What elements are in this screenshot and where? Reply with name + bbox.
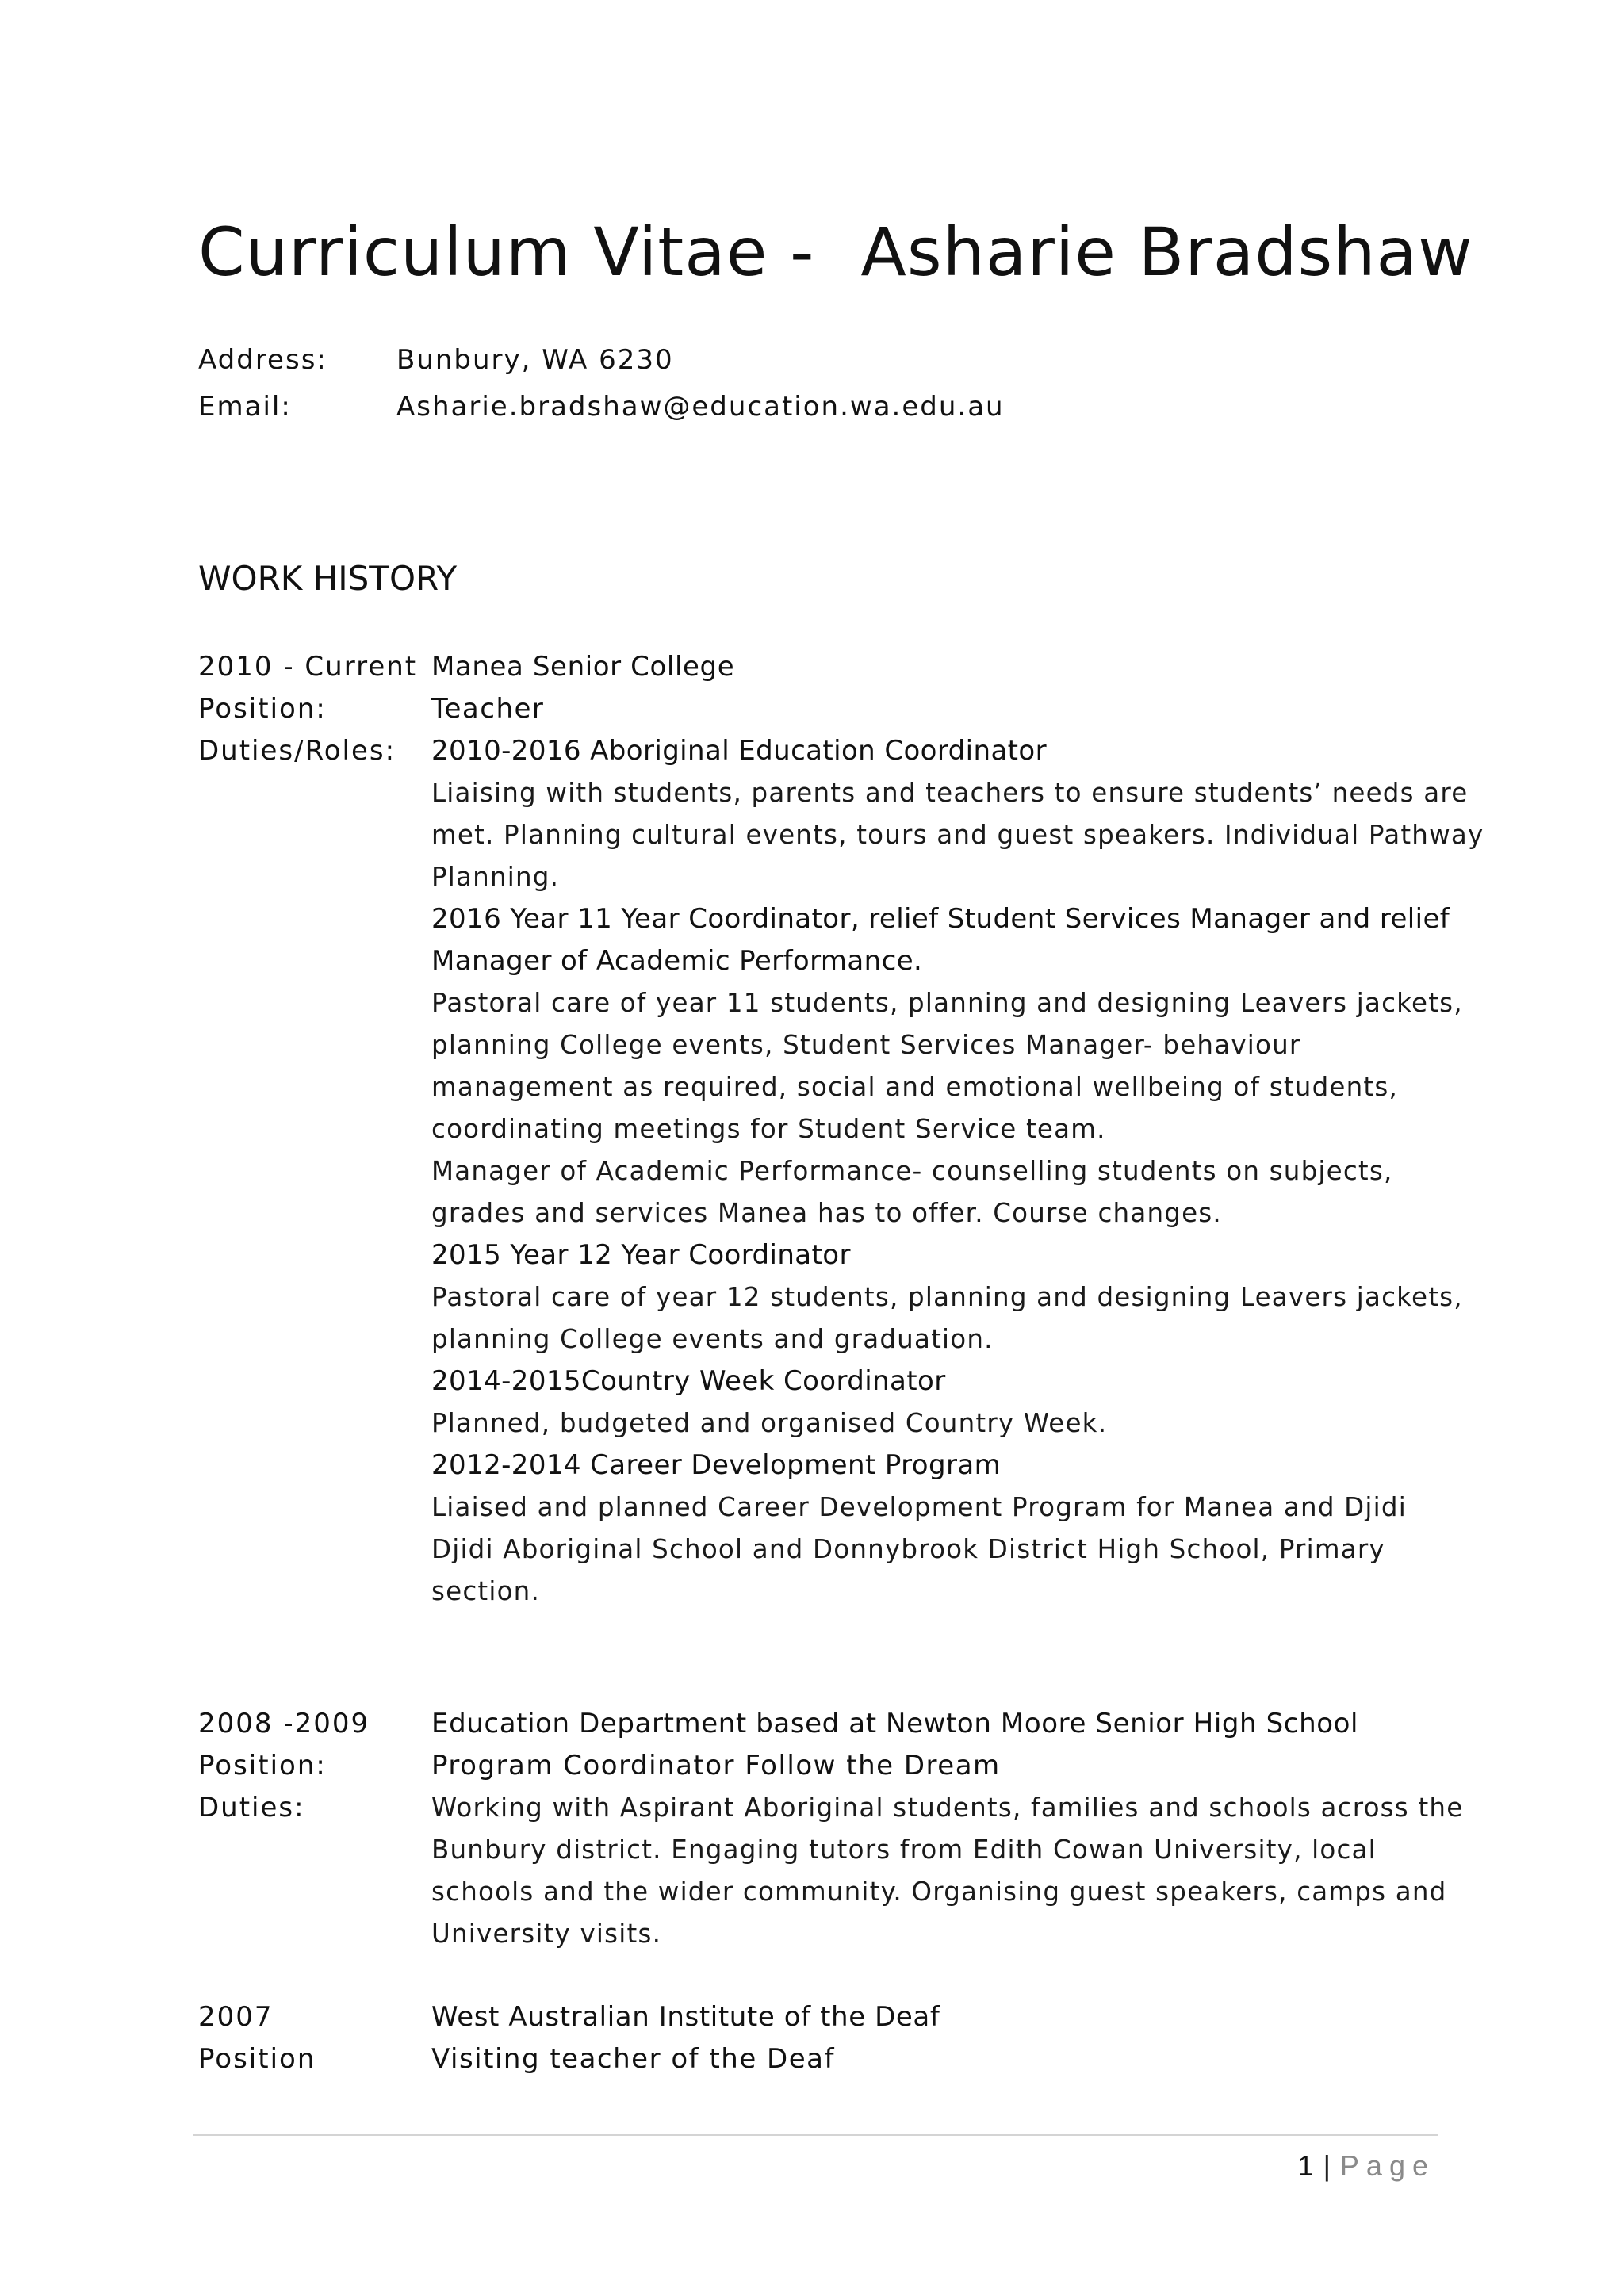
duty-item <box>431 1234 1463 1360</box>
duties-list <box>431 730 1484 1613</box>
address-label: Address: <box>198 344 327 376</box>
document-title <box>198 212 1473 292</box>
position-row <box>198 1745 1435 1787</box>
job-entry-waid <box>198 1996 1435 2080</box>
email-label: Email: <box>198 391 292 423</box>
duty-title: 2012-2014 Career Development Program <box>431 1449 1002 1481</box>
job-entry-manea <box>198 646 1484 1613</box>
page-number: 1 <box>1297 2149 1314 2182</box>
job-entry-newton-moore <box>198 1703 1464 1955</box>
job-period: 2010 - Current <box>198 651 418 683</box>
position-value: Visiting teacher of the Deaf <box>431 2043 835 2075</box>
job-organisation: Education Department based at Newton Moore Senior High School <box>431 1708 1359 1739</box>
applicant-name: Asharie Bradshaw <box>860 213 1473 291</box>
duties-label: Duties/Roles: <box>198 735 396 767</box>
duty-text-line: Liaising with students, parents and teachers to ensure students’ needs are <box>431 778 1469 808</box>
duty-text-line: Bunbury district. Engaging tutors from Edith Cowan University, local <box>431 1835 1377 1865</box>
duty-text-line: Djidi Aboriginal School and Donnybrook District High School, Primary <box>431 1534 1385 1564</box>
duties-list <box>431 1787 1464 1955</box>
duty-text-line: coordinating meetings for Student Service team. <box>431 1114 1106 1144</box>
duties-row <box>198 730 1484 1613</box>
footer-separator: | <box>1323 2149 1331 2182</box>
duty-text-line: Planned, budgeted and organised Country Week. <box>431 1408 1108 1438</box>
position-row <box>198 2038 1435 2080</box>
duty-text-line: schools and the wider community. Organising guest speakers, camps and <box>431 1877 1447 1907</box>
duty-text-line: Liaised and planned Career Development Program for Manea and Djidi <box>431 1492 1407 1522</box>
email-value: Asharie.bradshaw@education.wa.edu.au <box>396 391 1005 423</box>
duty-text-line: Working with Aspirant Aboriginal students, families and schools across the <box>431 1793 1464 1823</box>
job-organisation: West Australian Institute of the Deaf <box>431 2001 940 2033</box>
duty-text-line: met. Planning cultural events, tours and guest speakers. Individual Pathway <box>431 820 1484 850</box>
duty-text-line: University visits. <box>431 1919 662 1949</box>
page-word: Page <box>1339 2149 1435 2182</box>
duty-item <box>431 1360 1435 1445</box>
duty-text-line: section. <box>431 1576 540 1606</box>
duty-text-line: planning College events, Student Services Manager- behaviour <box>431 1030 1301 1060</box>
page-footer <box>1298 2142 1435 2190</box>
job-header-row <box>198 1996 1435 2038</box>
duty-item <box>431 898 1463 1234</box>
duty-text-line: Pastoral care of year 11 students, planning and designing Leavers jackets, <box>431 988 1463 1018</box>
duty-text-line: grades and services Manea has to offer. Course changes. <box>431 1198 1222 1228</box>
position-label: Position <box>198 2043 316 2075</box>
duty-title: 2014-2015Country Week Coordinator <box>431 1365 946 1397</box>
position-label: Position: <box>198 693 327 725</box>
position-value: Teacher <box>431 693 545 725</box>
duties-label: Duties: <box>198 1792 305 1823</box>
duty-title: 2010-2016 Aboriginal Education Coordinator <box>431 735 1047 767</box>
footer-divider <box>193 2134 1438 2136</box>
position-label: Position: <box>198 1750 327 1781</box>
position-value: Program Coordinator Follow the Dream <box>431 1750 1001 1781</box>
position-row <box>198 688 1435 730</box>
duty-text-line: Pastoral care of year 12 students, planning and designing Leavers jackets, <box>431 1282 1463 1312</box>
job-period: 2008 -2009 <box>198 1708 370 1739</box>
duty-item <box>431 730 1484 898</box>
duty-text-line: Planning. <box>431 862 560 892</box>
job-organisation: Manea Senior College <box>431 651 735 683</box>
duty-text-line: Manager of Academic Performance- counselling students on subjects, <box>431 1156 1393 1186</box>
duty-text-line: planning College events and graduation. <box>431 1324 994 1354</box>
duty-text-line: management as required, social and emotional wellbeing of students, <box>431 1072 1398 1102</box>
work-history-heading: WORK HISTORY <box>198 559 458 598</box>
duty-title: 2016 Year 11 Year Coordinator, relief Student Services Manager and relief <box>431 903 1450 935</box>
duties-row <box>198 1787 1464 1955</box>
duty-title: 2015 Year 12 Year Coordinator <box>431 1239 851 1271</box>
job-header-row <box>198 1703 1435 1745</box>
duty-title-continued: Manager of Academic Performance. <box>431 945 923 977</box>
job-period: 2007 <box>198 2001 274 2033</box>
duty-item <box>431 1445 1435 1613</box>
title-prefix: Curriculum Vitae - <box>198 213 815 291</box>
address-value: Bunbury, WA 6230 <box>396 344 674 376</box>
job-header-row <box>198 646 1435 688</box>
